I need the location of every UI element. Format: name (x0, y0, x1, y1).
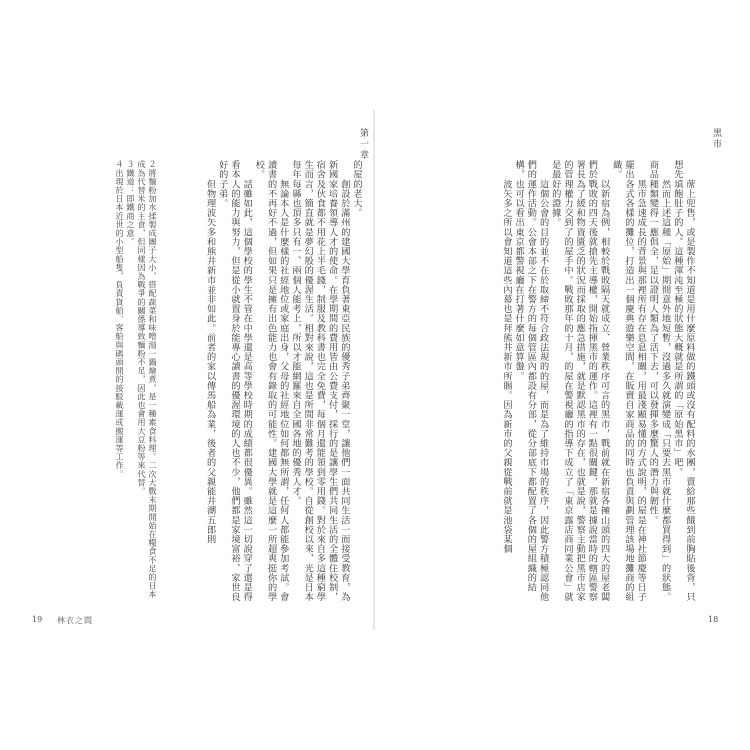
left-page (32, 120, 368, 625)
book-gutter (373, 110, 375, 630)
right-page (390, 120, 721, 624)
right-running-head: 黑市 (711, 128, 721, 150)
right-page-number: 18 (708, 615, 719, 624)
footnotes: ２將麵粉加水揉製成團子大小，搭配蔬菜和味噌湯一鍋燴煮，是一種素食料理。二次大戰末期開始在糧食不足的日本成為代替米的主食，但同樣因為戰爭的關係導致麵粉不足，因此也會用大豆粉等來代替。 ３鐵道：即鐵商之意。 ４出現於日本近世的小型船隻，負責貨船、客船與碼頭間的接駁載運或搬運等工作。 (115, 160, 158, 599)
left-main-text: 的屋的老大。 創設於滿州的建國大學育負著東亞民族的優秀子弟齊聚一堂，讓他們一面共同生活一面接受教育，為新國家培養領導人才的使命。在學期間的費用皆由公費支付，採行的是讓學生們共同生活的全體住校制，宿舍及伙食都不用花上半毛錢，制服及教科書也完全免費，每個月還能領到零用錢。對於來自多這種窮學生而言，簡直就是夢幻般的優渥生活。相對來說，這也是所間非常難考的學校。自從創校以來，光是日本每年每縣也頂多只有一、兩個人能考上，所以才能網羅來自全國各地的優秀人才。 無論本人是什麼樣的社經地位或家庭出身，父母的社經地位如何都無所謂，任何人都能參加考試。會讀書的不再好不過，但如果只是擁有出色能力也會有錄取的可能性。建國大學就是這麼一所超爽挺你的學校。 話雖如此，這個學校的學生不管在中學還是高等學校時期的成績都很優異。雖然這一切說穿了還是得看本人的能力與努力，但是從小就置身於能專心讀書的優渥環境的人也不少，他們都是家境富裕、家世良好的子弟。 但物理波矢多和熊井新市並非如此。前者的家以傳馬船為業，後者的父親能井潮五郎則 (204, 160, 362, 602)
left-page-number: 19 (32, 615, 43, 624)
right-main-text: 蓆上兜售，或是製作不知道是用什麼原料做的鐵頭或沒有配料的水團，賣給那些餓到前胸貼後背，只想先填飽肚子的人。這種渾沌至極的狀態大概就是所謂的「原始黑市」吧。 然而上述這種「原始」期間意外地短暫，沒過多久就演變成「只要去黑市就什麼都買得到」的狀態。商品種類變得一應俱全，足以證明人類為了活下去，可以發揮多麼驚人的潛力與韌性。 黑市急速成長的背景與那裡所有存在息息相關，用最淺顯易懂的方式說明，的屋是在神社節慶等日子擺出各式各樣的攤位，打造出一個慶典遊樂空間，在販賣自家商品的同時也負責與劃管理該場地攤商的組織。 以新宿為例，相較於戰敗隔天就成立、營業秩序可言的黑市，戰前就在新宿各擁山頭的四大的屋老闆們於戰敗的四天後就搶先主導權，開始指揮黑市的運作。這裡有一點很關鍵，那就是據說當時的轄區警察署長為了緩和物資匱乏的狀況而採取的應急措施，就是默認黑市的存在，也就是說，警察主動把黑市店家的管理權力交到了的屋手中。戰敗那年的十月，的屋在警視廳的指導下成立了「東京露店商同業公會」就是最好的證據。 這個公會的目的並不在於取締不符合政法規的的屋，而是為了維持市場的秩序，因此警方積極認同他們的運作活動。公會本部之下在警方的每個管區內都設有分部，從分部底下都配置了各個的屋組織的結構，也可以看出東京都警視廳在打著什麼如意算盤。 波矢多之所以會知道這些內幕也是拜熊井新市所賜。因為新市的父親從戰前就是池袋某個 (500, 160, 695, 602)
left-running-head: 第一章 (358, 128, 368, 161)
book-title-footer: 林衣之間 (57, 616, 93, 625)
